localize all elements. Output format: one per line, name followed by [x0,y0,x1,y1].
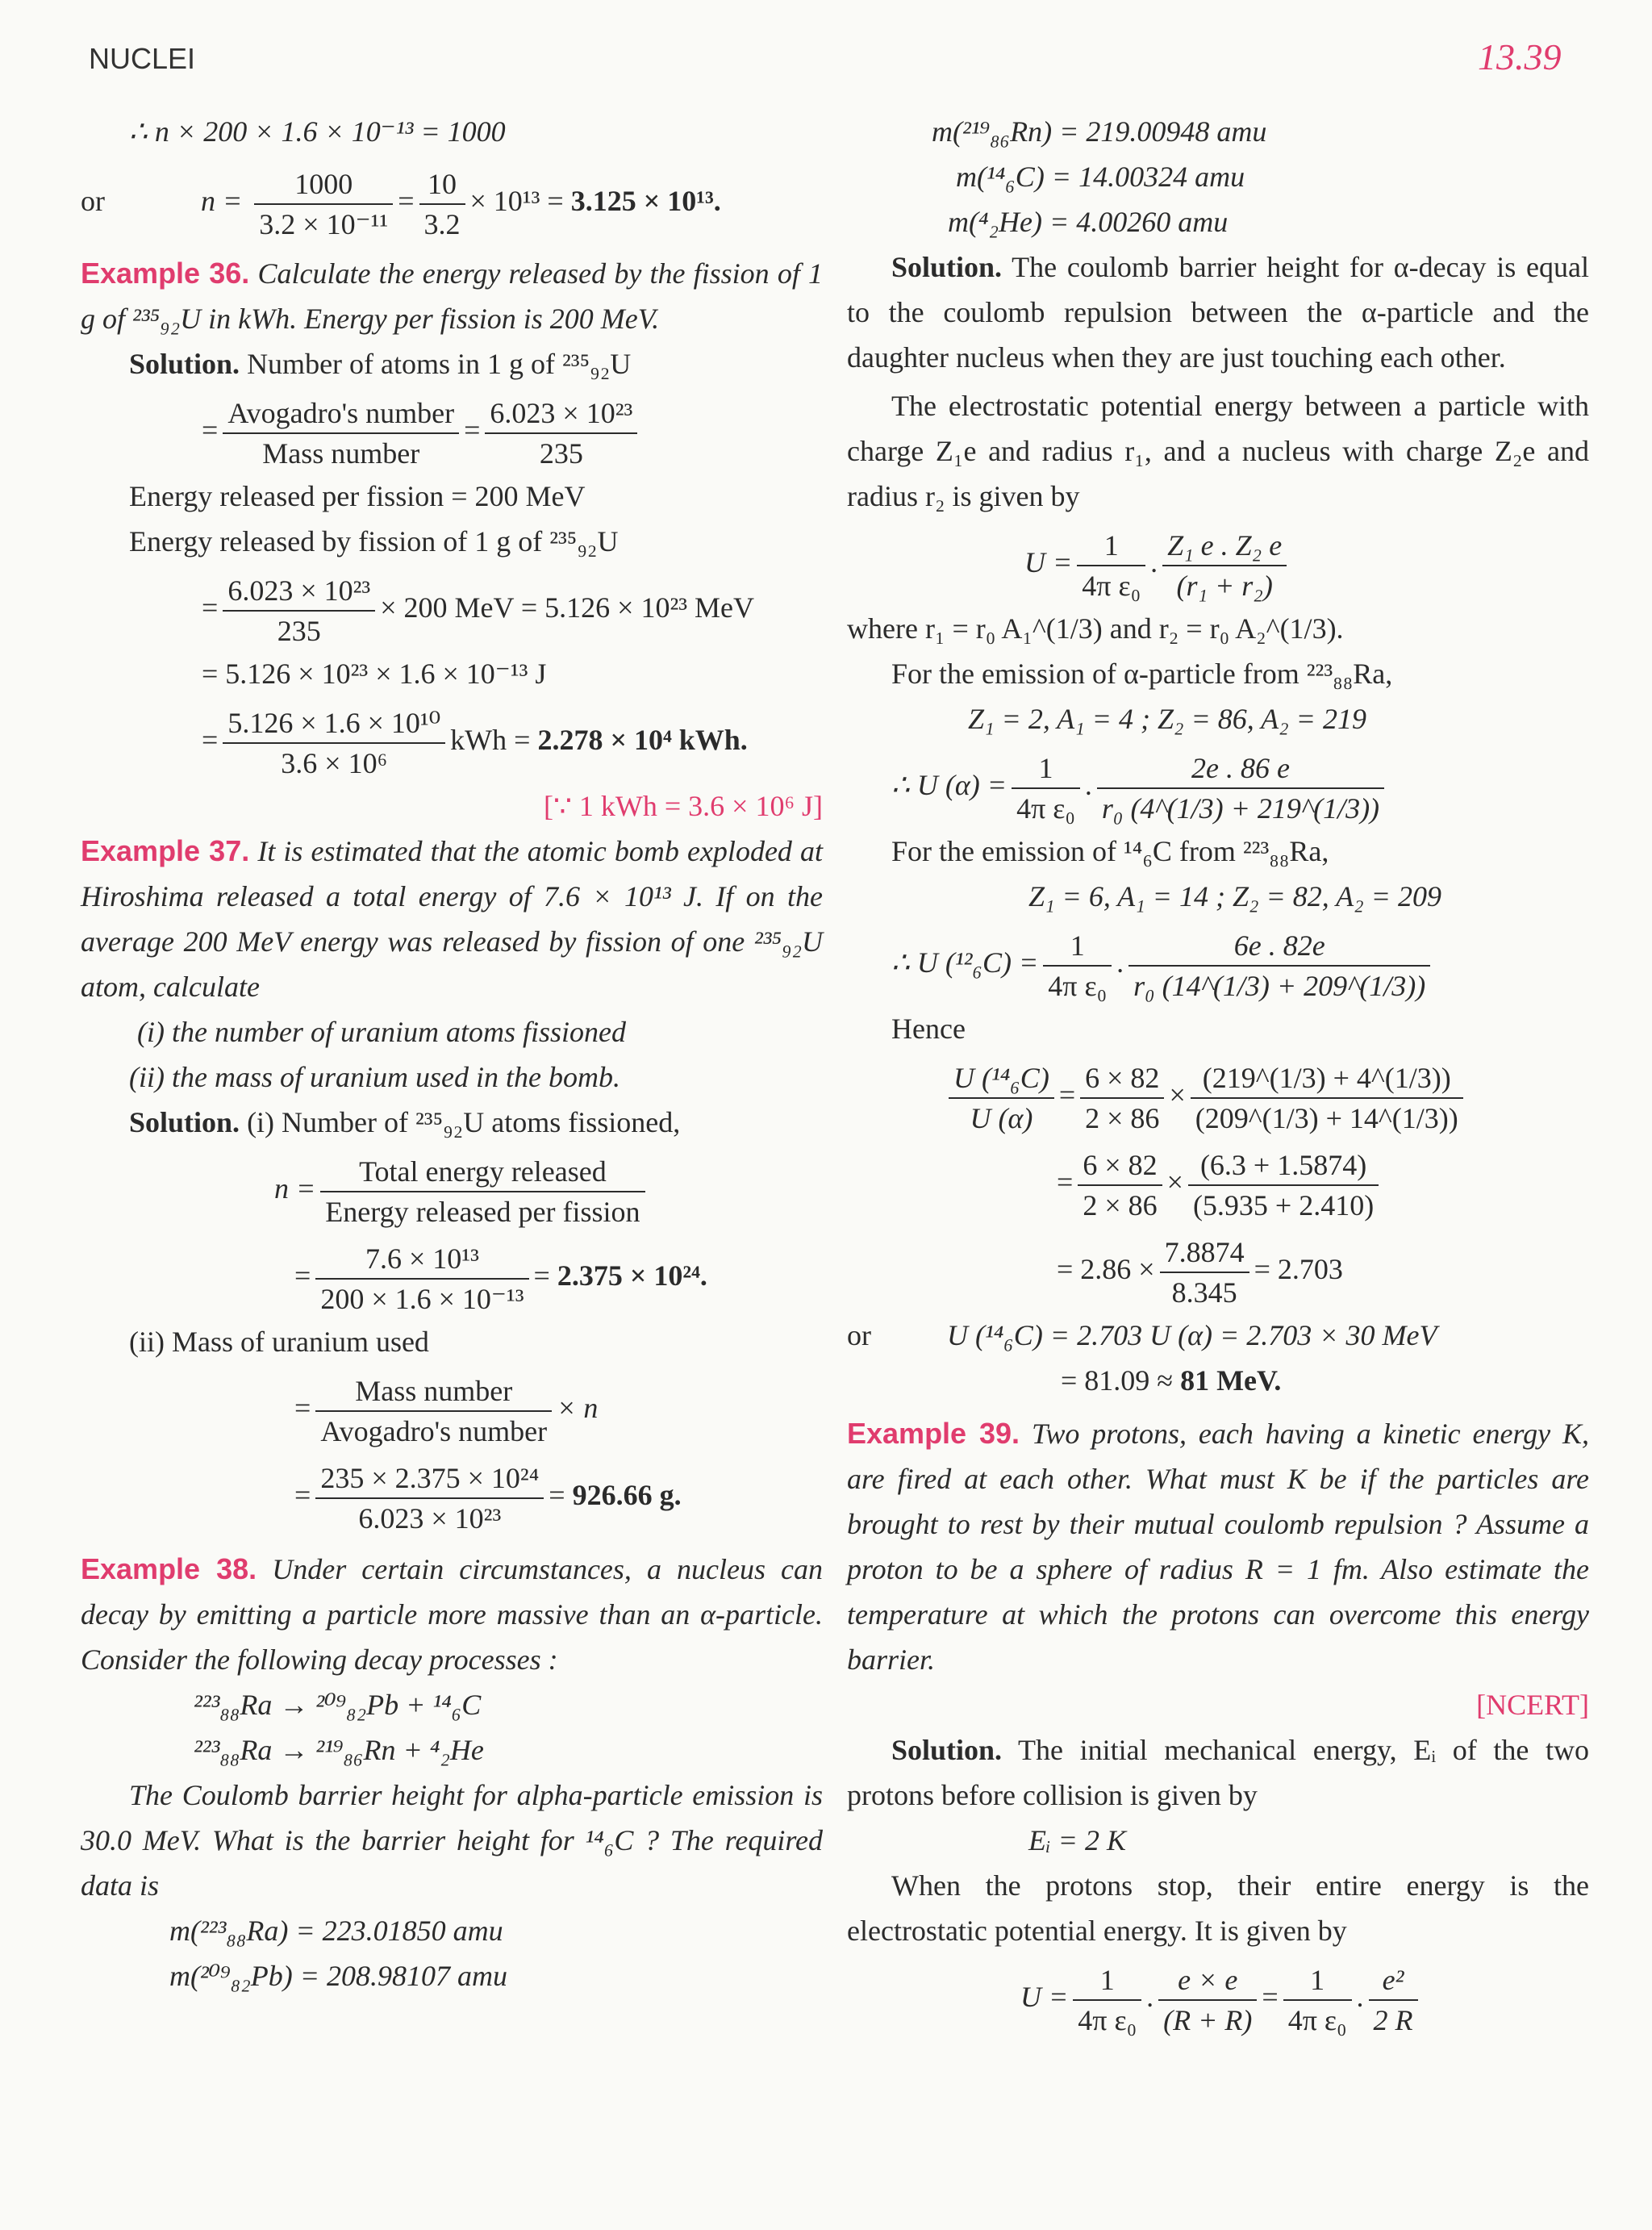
denominator: 2 × 86 [1083,1188,1158,1221]
denominator: 3.2 [423,207,461,240]
equation-text: = 2.703 [1254,1253,1343,1285]
example-text: Calculate the energy released by the fission of 1 g of ²³⁵₉₂U in kWh. Energy per fission is 200 MeV. [81,257,824,335]
denominator: 4π ε₀ [1048,969,1108,1002]
denominator: 4π ε₀ [1016,791,1075,825]
solution-text: The initial mechanical energy, Eᵢ of the two protons before collision is given by [847,1734,1589,1811]
numerator: Avogadro's number [223,394,459,434]
data-line: m(¹⁴₆C) = 14.00324 amu [956,161,1245,193]
numerator: 10 [419,165,465,205]
denominator: 235 [539,436,583,470]
denominator: 3.2 × 10⁻¹¹ [259,207,389,240]
reaction-equation: ²²³₈₈Ra → ²¹⁹₈₆Rn + ⁴₂He [194,1734,484,1766]
fraction [320,1152,645,1231]
fraction [1128,926,1430,1005]
numerator: (219^(1/3) + 4^(1/3)) [1191,1059,1463,1099]
equation-text: × 10¹³ = [469,185,564,217]
denominator: r₀ (14^(1/3) + 209^(1/3)) [1133,969,1426,1002]
numerator: e² [1369,1961,1418,2001]
equation-text: U = [1020,1981,1069,2013]
equation-text: = [398,185,415,217]
fraction [1369,1961,1418,2040]
fraction [315,1372,552,1451]
denominator: Avogadro's number [320,1414,548,1447]
equation-line: ∴ U (¹²₆C) = $\frac{1}{\text{4π ε₀}}$ . $\frac{6e . 82e}{\text{r₀ (14\textasciicircum{}(1/3) + 209\textasciicircum{}(1/3))}}$ [847,919,1589,1006]
equation-text: kWh = [450,724,531,756]
fraction [1097,749,1384,828]
data-line: m(²⁰⁹₈₂Pb) = 208.98107 amu [169,1960,508,1992]
equation-line: Z₁ = 6, A₁ = 14 ; Z₂ = 82, A₂ = 209 [1028,880,1441,912]
result-value: 81 MeV. [1180,1364,1282,1397]
right-column [847,109,1589,2040]
denominator: (5.935 + 2.410) [1192,1188,1375,1221]
equation-line [81,1145,823,1232]
equation-text: × 200 MeV = 5.126 × 10²³ MeV [380,591,755,624]
numerator: 2e . 86 e [1097,749,1384,789]
equation-text: ∴ U (¹²₆C) = [891,946,1039,979]
solution-text: Number of atoms in 1 g of ²³⁵₉₂U [247,348,632,380]
or-label: or [847,1319,871,1351]
fraction [315,1239,528,1318]
or-label: or [81,185,105,217]
denominator: 2 × 86 [1085,1101,1160,1134]
denominator: 6.023 × 10²³ [358,1501,502,1535]
numerator: 1 [1043,926,1112,967]
equation-text: n = [274,1172,316,1205]
running-header: NUCLEI [89,42,196,75]
result-value: 2.278 × 10⁴ kWh. [537,724,748,756]
equation-line: = $\frac{\text{6.023 × 10²³}}{235}$ × 200 MeV = 5.126 × 10²³ MeV [81,564,823,651]
note: [∵ 1 kWh = 3.6 × 10⁶ J] [543,790,823,822]
fraction [1188,1146,1379,1225]
fraction [1162,526,1287,605]
example-label: Example 37. [81,834,250,867]
solution-label: Solution. [891,251,1003,283]
equation-line: Z₁ = 2, A₁ = 4 ; Z₂ = 86, A₂ = 219 [968,703,1366,735]
solution-label: Solution. [129,1106,240,1138]
numerator: 7.8874 [1160,1233,1249,1273]
fraction [1077,526,1145,605]
equation-line: = $\frac{\text{Mass number}}{\text{Avogadro's number}}$ × n [81,1364,823,1451]
example-38 [81,1547,823,1682]
solution-text: Energy released by fission of 1 g of ²³⁵₉₂U [129,525,619,558]
equation-line: Eᵢ = 2 K [1028,1824,1126,1856]
page-number: 13.39 [1478,36,1562,77]
numerator: e × e [1158,1961,1257,2001]
equation-text: U = [1024,546,1073,578]
equation-line: = $\frac{\text{235 × 2.375 × 10²⁴}}{\text{6.023 × 10²³}}$ = 926.66 g. [81,1451,823,1539]
equation-line: $\frac{\text{U (¹⁴₆C)}}{U (\alpha)}$ = $\frac{6 \times 82}{2 \times 86}$ × $\frac{(219\^{}(1/3) + 4\^{}(1/3))}{(209\^{}(1/3) + 14\^{}(1/3))}$ [847,1051,1589,1138]
denominator: 4π ε₀ [1078,2003,1137,2036]
fraction [223,704,445,783]
example-item: (i) the number of uranium atoms fissioned [137,1016,626,1048]
example-37 [81,829,823,1009]
solution-paragraph [847,1727,1589,1818]
example-text: It is estimated that the atomic bomb exploded at Hiroshima released a total energy of 7.6 × 10¹³ J. If on the average 200 MeV energy was released by fission of one ²³⁵₉₂U atom, calculate [81,835,824,1003]
fraction [1078,1146,1162,1225]
numerator: 1 [1077,526,1145,566]
numerator: 6 × 82 [1078,1146,1162,1186]
denominator: 200 × 1.6 × 10⁻¹³ [320,1282,524,1315]
fraction [1160,1233,1249,1312]
denominator: r₀ (4^(1/3) + 219^(1/3)) [1101,791,1380,825]
equation-line: U = $\frac{1}{\text{4π ε₀}}$ . $\frac{e \times e}{(R + R)}$ = $\frac{1}{\text{4π ε₀}}$ . $\frac{\text{e²}}{2 R}$ [847,1953,1589,2040]
numerator: U (¹⁴₆C) [949,1059,1054,1099]
equation-text: = 2.86 × [1057,1253,1155,1285]
solution-text: For the emission of α-particle from ²²³₈₈Ra, [891,658,1393,690]
equation-text: = 81.09 ≈ [1061,1364,1174,1397]
numerator: Mass number [315,1372,552,1412]
denominator: U (α) [970,1101,1033,1134]
denominator: 8.345 [1171,1276,1237,1309]
fraction [1043,926,1112,1005]
denominator: 235 [277,614,321,647]
example-label: Example 36. [81,257,250,290]
result-value: 2.375 × 10²⁴. [557,1259,707,1292]
data-line: m(²²³₈₈Ra) = 223.01850 amu [169,1915,503,1947]
fraction [419,165,465,244]
solution-text: The coulomb barrier height for α-decay is equal to the coulomb repulsion between the α-particle and the daughter nucleus when they are just touching each other. [847,251,1589,374]
example-39 [847,1411,1589,1682]
numerator: Total energy released [320,1152,645,1192]
equation-line: = $\frac{\text{5.126 × 1.6 × 10¹⁰}}{\text{3.6 × 10⁶}}$ kWh = 2.278 × 10⁴ kWh. [81,696,823,783]
numerator: 6e . 82e [1128,926,1430,967]
fraction [485,394,637,473]
example-text: The Coulomb barrier height for alpha-particle emission is 30.0 MeV. What is the barrier height for ¹⁴₆C ? The required data is [81,1779,823,1902]
equation-line: = $\frac{\text{7.6 × 10¹³}}{\text{200 × 1.6 × 10⁻¹³}}$ = 2.375 × 10²⁴. [81,1232,823,1319]
numerator: 5.126 × 1.6 × 10¹⁰ [223,704,445,744]
denominator: 4π ε₀ [1082,569,1141,602]
fraction [254,165,393,244]
fraction [1283,1961,1352,2040]
equation-line [81,157,823,244]
solution-text: (ii) Mass of uranium used [129,1326,429,1358]
example-item: (ii) the mass of uranium used in the bomb. [129,1061,620,1093]
numerator: 1 [1283,1961,1352,2001]
equation-text: ∴ U (α) = [891,769,1007,801]
result-value: 926.66 g. [572,1479,682,1511]
solution-paragraph: The electrostatic potential energy between a particle with charge Z₁e and radius r₁, and a nucleus with charge Z₂e and radius r₂ is given by [847,390,1589,512]
equation-line: = $\frac{\text{Avogadro's number}}{\text{Mass number}}$ = $\frac{\text{6.023 × 10²³}}{235}$ [81,386,823,474]
fraction [223,394,459,473]
data-line: m(⁴₂He) = 4.00260 amu [948,206,1229,238]
equation-text: U (¹⁴₆C) = 2.703 U (α) = 2.703 × 30 MeV [947,1319,1437,1351]
solution-paragraph: When the protons stop, their entire energy is the electrostatic potential energy. It is given by [847,1869,1589,1947]
fraction [949,1059,1054,1138]
reaction-equation: ²²³₈₈Ra → ²⁰⁹₈₂Pb + ¹⁴₆C [194,1689,482,1721]
denominator: 2 R [1373,2003,1413,2036]
numerator: 7.6 × 10¹³ [315,1239,528,1280]
denominator: Mass number [262,436,420,470]
example-text: Two protons, each having a kinetic energy K, are fired at each other. What must K be if the particles are brought to rest by their mutual coulomb repulsion ? Assume a proton to be a sphere of radius R = 1 fm. Also estimate the temperature at which the protons can overcome this energy barrier. [847,1418,1590,1676]
result-value: 3.125 × 10¹³. [570,185,721,217]
fraction [1012,749,1080,828]
equation-line [847,1358,1589,1403]
solution-text: (i) Number of ²³⁵₉₂U atoms fissioned, [247,1106,681,1138]
solution-paragraph [847,244,1589,380]
denominator: Energy released per fission [325,1195,640,1228]
denominator: 4π ε₀ [1287,2003,1347,2036]
equation-line [847,1313,1589,1358]
numerator: 1000 [254,165,393,205]
fraction [1191,1059,1463,1138]
equation-line: ∴ n × 200 × 1.6 × 10⁻¹³ = 1000 [129,115,506,148]
equation-line: U = $\frac{1}{\text{4π ε₀}}$ . $\frac{\text{Z₁ e . Z₂ e}}{\text{(r₁ + r₂)}}$ [847,519,1589,606]
solution-text: where r₁ = r₀ A₁^(1/3) and r₂ = r₀ A₂^(1/3). [847,612,1344,645]
denominator: (209^(1/3) + 14^(1/3)) [1195,1101,1458,1134]
numerator: 1 [1073,1961,1141,2001]
equation-line [847,1226,1589,1313]
equation-line: = $\frac{6 \times 82}{2 \times 86}$ × $\frac{(6.3 + 1.5874)}{(5.935 + 2.410)}$ [847,1138,1589,1226]
numerator: Z₁ e . Z₂ e [1162,526,1287,566]
fraction [315,1459,544,1538]
solution-label: Solution. [891,1734,1003,1766]
denominator: (R + R) [1163,2003,1253,2036]
numerator: 6.023 × 10²³ [485,394,637,434]
data-line: m(²¹⁹₈₆Rn) = 219.00948 amu [932,115,1267,148]
solution-line [81,341,823,386]
left-column [81,109,823,1998]
numerator: 6 × 82 [1080,1059,1164,1099]
equation-line: = 5.126 × 10²³ × 1.6 × 10⁻¹³ J [202,658,547,690]
solution-label: Solution. [129,348,240,380]
denominator: (r₁ + r₂) [1176,569,1273,602]
fraction [223,571,375,650]
example-label: Example 39. [847,1417,1020,1450]
solution-text: For the emission of ¹⁴₆C from ²²³₈₈Ra, [891,835,1329,867]
equation-text: = [1262,1981,1279,2013]
equation-text: × n [557,1392,599,1424]
numerator: 1 [1012,749,1080,789]
equation-text: n = [201,185,243,217]
example-label: Example 38. [81,1552,257,1585]
source-tag: [NCERT] [1476,1689,1589,1721]
numerator: (6.3 + 1.5874) [1188,1146,1379,1186]
equation-line: ∴ U (α) = $\frac{1}{\text{4π ε₀}}$ . $\frac{2e . 86 e}{\text{r₀ (4\textasciicircum{}(1/3) + 219\textasciicircum{}(1/3))}}$ [847,741,1589,829]
example-text: Under certain circumstances, a nucleus can decay by emitting a particle more massive than an α-particle. Consider the following decay processes : [81,1553,824,1676]
fraction [1073,1961,1141,2040]
solution-text: Hence [891,1013,966,1045]
numerator: 6.023 × 10²³ [223,571,375,612]
numerator: 235 × 2.375 × 10²⁴ [315,1459,544,1499]
solution-line [81,1100,823,1145]
example-36 [81,251,823,341]
denominator: 3.6 × 10⁶ [281,746,388,779]
fraction [1158,1961,1257,2040]
fraction [1080,1059,1164,1138]
solution-text: Energy released per fission = 200 MeV [129,480,586,512]
